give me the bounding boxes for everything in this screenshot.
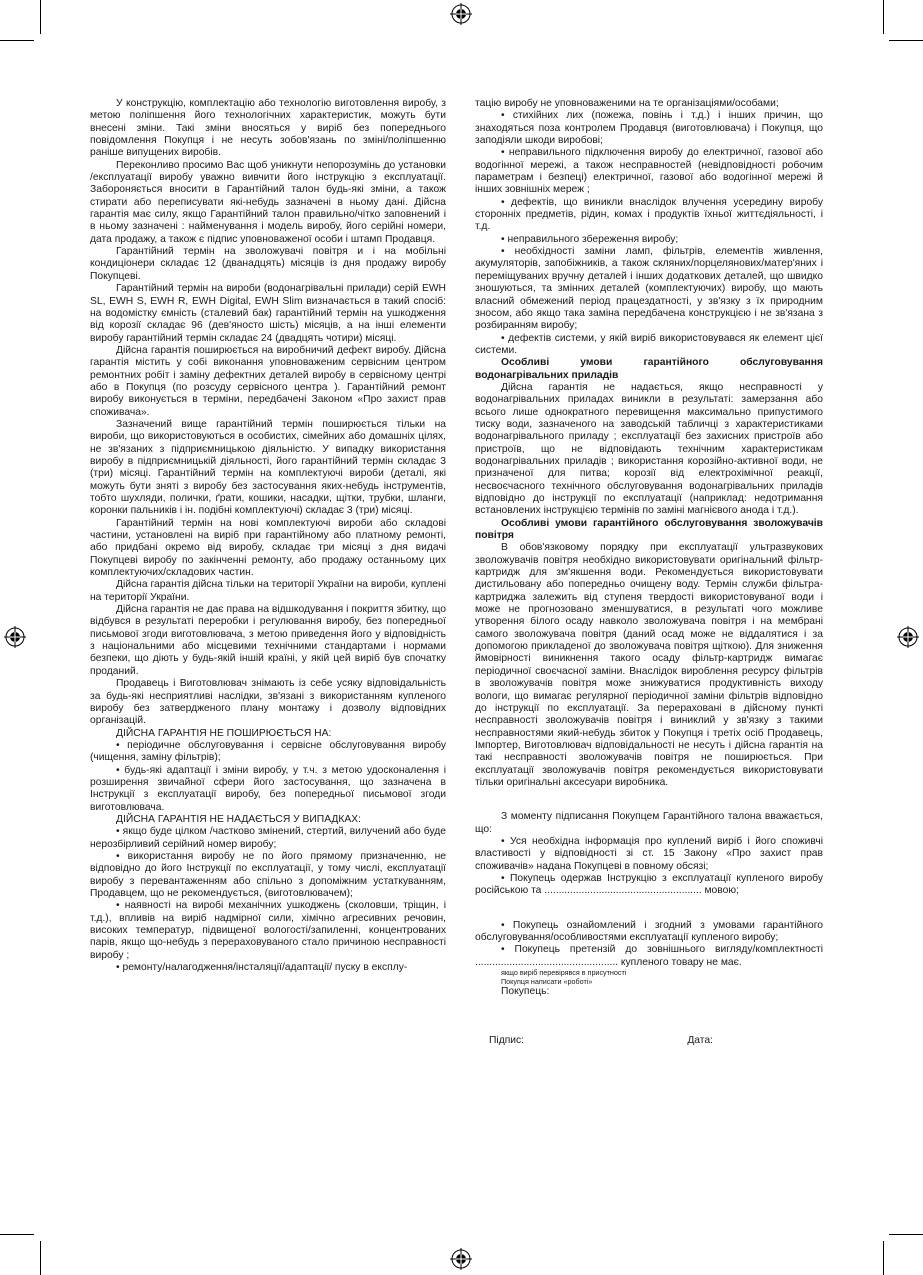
signature-label: Підпис: bbox=[489, 1034, 525, 1046]
list-item: • стихійних лих (пожежа, повінь і т.д.) і інших причин, що знаходяться поза контролем Продавця (виготовлювача) і Покупця, що заподіяли шкоди виробові; bbox=[475, 110, 823, 147]
list-item: • будь-які адаптації і зміни виробу, у т.ч. з метою удосконалення і розширення звичайної сфери його застосування, що зазначена в Інструкції з експлуатації виробу, без попередньої письмової згоди виготовлювача. bbox=[90, 764, 446, 813]
date-label: Дата: bbox=[687, 1034, 713, 1046]
list-item: • періодичне обслуговування і сервісне обслуговування виробу (чищення, заміну фільтрів); bbox=[90, 739, 446, 764]
list-item: • Покупець претензій до зовнішнього вигляду/комплектності .................................................. купленого товару не має. bbox=[475, 944, 823, 968]
list-item: тацію виробу не уповноваженими на те організаціями/особами; bbox=[475, 98, 779, 109]
paragraph-liability: Продавець і Виготовлювач знімають із себе усяку відповідальність за будь-які несприятливі наслідки, зв'язані з використанням купленого виробу без затвердженого плану монтажу і дозволу відповідних організацій. bbox=[90, 678, 446, 727]
paragraph-humidifier-term: Гарантійний термін на зволожувачі повітря и і на мобільні кондиціонери складає 12 (дванадцять) місяців із дня продажу виробу Покупцеві. bbox=[90, 246, 446, 282]
heading-not-covered: ДІЙСНА ГАРАНТІЯ НЕ ПОШИРЮЄТЬСЯ НА: bbox=[116, 727, 332, 739]
signature-note: якщо виріб перевірявся в присутності bbox=[501, 968, 627, 978]
signature-note: Покупця написати «роботі» bbox=[501, 976, 593, 986]
list-item: • дефектів системи, у якій виріб використовувався як елемент цієї системи. bbox=[475, 332, 823, 356]
list-item: • якщо буде цілком /частково змінений, стертий, вилучений або буде нерозбірливий серійний номер виробу; bbox=[90, 826, 446, 850]
list-item: • неправильного підключення виробу до електричної, газової або водогінної мережі, а також несправностей (невідповідності робочим параметрам і безпеці) електричної, газової або водогінної мережі й інших зовнішніх мереж ; bbox=[475, 147, 823, 196]
list-item: • Покупець одержав Інструкцію з експлуатації купленого виробу російською та ....................................................... мовою; bbox=[475, 872, 823, 897]
paragraph-humidifiers: В обов'язковому порядку при експлуатації ультразвукових зволожувачів повітря необхідно використовувати оригінальний фільтр-картридж для зм'якшення води. Рекомендується використовувати дистильовану або попередньо очищену воду. Термін служби фільтра-картриджа залежить від ступеня твердості використовуваної води і може не прогнозовано зменшуватися, в результаті чого можливе утворення білого осаду навколо зволожувача повітря і на мембрані самого зволожувача повітря (даний осад може не віддалятися і за допомогою прикладеної до зволожувача повітря щіткою). Для зниження ймовірності виникнення такого осаду фільтр-картридж вимагає періодичної своєчасної заміни. Внаслідок вироблення ресурсу фільтрів в зволожувачів повітря може знижуватися продуктивність виходу вологи, що вимагає регулярної періодичної заміни фільтрів відповідно до інструкції по експлуатації. За перераховані в дійсному пункті несправності зволожувачів повітря і виниклий у зв'язку з такими несправностями який-небудь збиток у Покупця і третіх осіб Продавець, Імпортер, Виготовлювач відповідальності не несуть і дійсна гарантія на такі несправності зволожувачів повітря не поширюється. При експлуатації зволожувачів повітря рекомендується використовувати тільки оригінальні аксесуари виробника. bbox=[475, 542, 823, 788]
buyer-label: Покупець: bbox=[501, 986, 550, 998]
list-item: • ремонту/налагодження/інсталяції/адаптації/ пуску в експлу- bbox=[116, 962, 408, 974]
paragraph-design-changes: У конструкцію, комплектацію або технологію виготовлення виробу, з метою поліпшення його технологічних характеристик, можуть бути внесені зміни. Такі зміни вносяться у виріб без попереднього повідомлення Покупця і не несуть зобов'язань по зміні/поліпшенню раніше випущених виробів. bbox=[90, 98, 446, 159]
heading-humidifiers: Особливі умови гарантійного обслуговування зволожувачів повітря bbox=[475, 517, 823, 542]
registration-mark-bottom-icon bbox=[450, 1248, 472, 1270]
paragraph-territory: Дійсна гарантія дійсна тільки на території України на вироби, куплені на території України. bbox=[90, 579, 446, 603]
heading-not-provided: ДІЙСНА ГАРАНТІЯ НЕ НАДАЄТЬСЯ У ВИПАДКАХ: bbox=[116, 813, 361, 825]
registration-mark-left-icon bbox=[4, 626, 26, 648]
list-item: • Покупець ознайомлений і згодний з умовами гарантійного обслуговування/особливостями експлуатації купленого виробу; bbox=[475, 919, 823, 943]
crop-mark-bottom-right bbox=[883, 1241, 884, 1275]
paragraph-warranty-scope: Дійсна гарантія поширюється на виробничий дефект виробу. Дійсна гарантія містить у собі виконання уповноваженим сервісним центром ремонтних робіт і заміну дефектних деталей виробу в сервісному центрі або в Покупця (по розсуду сервісного центра ). Гарантійний ремонт виробу виконується в терміни, передбачені Законом «Про захист прав споживача». bbox=[90, 344, 446, 418]
crop-mark-bottom-left-h bbox=[0, 1234, 34, 1235]
crop-mark-top-left-h bbox=[0, 40, 34, 41]
paragraph-water-heater-term: Гарантійний термін на вироби (водонагрівальні прилади) серій EWH SL, EWH S, EWH R, EWH Digital, EWH Slim визначається в такий спосіб: на водомістку ємність (сталевий бак) гарантійний термін на ушкодження від корозії складає 96 (дев'яносто шість) місяців, а на інші елементи виробу гарантійний термін складає 24 (двадцять чотири) місяці. bbox=[90, 283, 446, 344]
list-item: • використання виробу не по його прямому призначенню, не відповідно до його Інструкції по експлуатації, у тому числі, експлуатації виробу з перевантаженням або спільно з допоміжним устаткуванням, Продавцем, що не рекомендується, (виготовлювачем); bbox=[90, 850, 446, 899]
crop-mark-top-right bbox=[883, 0, 884, 34]
heading-water-heaters: Особливі умови гарантійного обслуговування водонагрівальних приладів bbox=[475, 357, 823, 381]
crop-mark-top-left bbox=[40, 0, 41, 34]
list-item: • необхідності заміни ламп, фільтрів, елементів живлення, акумуляторів, запобіжників, а також скляних/порцелянових/матер'яних і переміщуваних вручну деталей і інших додаткових деталей, що швидко зношуються, та змінних деталей (комплектуючих) виробу, що мають власний обмежений період працездатності, у зв'язку з їх природним зносом, або якщо така заміна передбачена конструкцією і не зв'язана з розбиранням виробу; bbox=[475, 246, 823, 332]
registration-mark-right-icon bbox=[897, 626, 919, 648]
crop-mark-top-right-h bbox=[889, 40, 923, 41]
paragraph-spare-parts: Гарантійний термін на нові комплектуючі вироби або складові частини, установлені на виріб при гарантійному або платному ремонті, або придбані окремо від виробу, складає три місяці з дня видачі Покупцеві виробу по закінченні ремонту, або продажу останньому цих комплектуючих/складових частин. bbox=[90, 517, 446, 579]
paragraph-household-use: Зазначений вище гарантійний термін поширюється тільки на вироби, що використовуються в особистих, сімейних або домашніх цілях, не зв'язаних з підприємницькою діяльністю. У випадку використання виробу в підприємницькій діяльності, його гарантійний термін складає 3 (три) місяці. Гарантійний термін на комплектуючі вироби (деталі, які можуть бути зняті з виробу без застосування яких-небудь інструментів, тобто шухляди, полички, ґрати, кошики, насадки, щітки, трубки, шланги, коронки пальників і ін. подібні комплектуючі) складає 3 (три) місяці. bbox=[90, 418, 446, 517]
signing-intro: З моменту підписання Покупцем Гарантійного талона вважається, що: bbox=[475, 811, 823, 835]
signature-row bbox=[475, 1035, 823, 1047]
paragraph-no-compensation: Дійсна гарантія не дає права на відшкодування і покриття збитку, що відбувся в результаті переробки і регулювання виробу, без попередньої письмової згоди виготовлювача, з метою приведення його у відповідність з національними або місцевими технічними стандартами і нормами безпеки, що діють у будь-якій іншій країні, у якій цей виріб був спочатку проданий. bbox=[90, 604, 446, 677]
right-column bbox=[475, 98, 823, 1047]
list-item: • неправильного збереження виробу; bbox=[501, 233, 679, 245]
list-item: • Уся необхідна інформація про куплений виріб і його споживчі властивості у відповідності зі ст. 15 Закону «Про захист прав споживачів» надана Покупцеві в повному обсязі; bbox=[475, 835, 823, 872]
crop-mark-bottom-left bbox=[40, 1241, 41, 1275]
list-item: • дефектів, що виникли внаслідок влучення усередину виробу сторонніх предметів, рідин, комах і продуктів їхньої життєдіяльності, і т.д. bbox=[475, 196, 823, 233]
left-column bbox=[90, 98, 446, 974]
crop-mark-bottom-right-h bbox=[889, 1234, 923, 1235]
paragraph-read-instructions: Переконливо просимо Вас щоб уникнути непорозумінь до установки /експлуатації виробу уважно вивчити його інструкцію з експлуатації. Забороняється вносити в Гарантійний талон будь-які зміни, а також стирати або переписувати які-небудь зазначені в ньому дані. Дійсна гарантія має силу, якщо Гарантійний талон правильно/чітко заповнений і в ньому зазначені : найменування і модель виробу, його серійні номери, дата продажу, а також є підпис уповноваженої особи і штамп Продавця. bbox=[90, 159, 446, 245]
list-item: • наявності на виробі механічних ушкоджень (сколовши, тріщин, і т.д.), впливів на виріб надмірної сили, хімічно агресивних речовин, високих температур, підвищеної вологості/запиленні, концентрованих парів, якщо що-небудь з перераховуваного стало причиною несправності виробу ; bbox=[90, 900, 446, 961]
paragraph-water-heaters: Дійсна гарантія не надається, якщо несправності у водонагрівальних приладах виникли в результаті: замерзання або всього лише однократного перевищення максимально припустимого тиску води, зазначеного на заводській табличці з характеристиками водонагрівального приладу ; експлуатації без захисних пристроїв або пристроїв, що не відповідають технічним характеристикам водонагрівальних приладів ; використання корозійно-активної води, не призначеної для питва; корозії від електрохімічної реакції, несвоєчасного технічного обслуговування водонагрівальних приладів відповідно до інструкції по експлуатації (наприклад: недотримання встановлених інструкцією термінів по заміні магнієвого анода і т.д.). bbox=[475, 381, 823, 517]
registration-mark-top-icon bbox=[450, 3, 472, 25]
